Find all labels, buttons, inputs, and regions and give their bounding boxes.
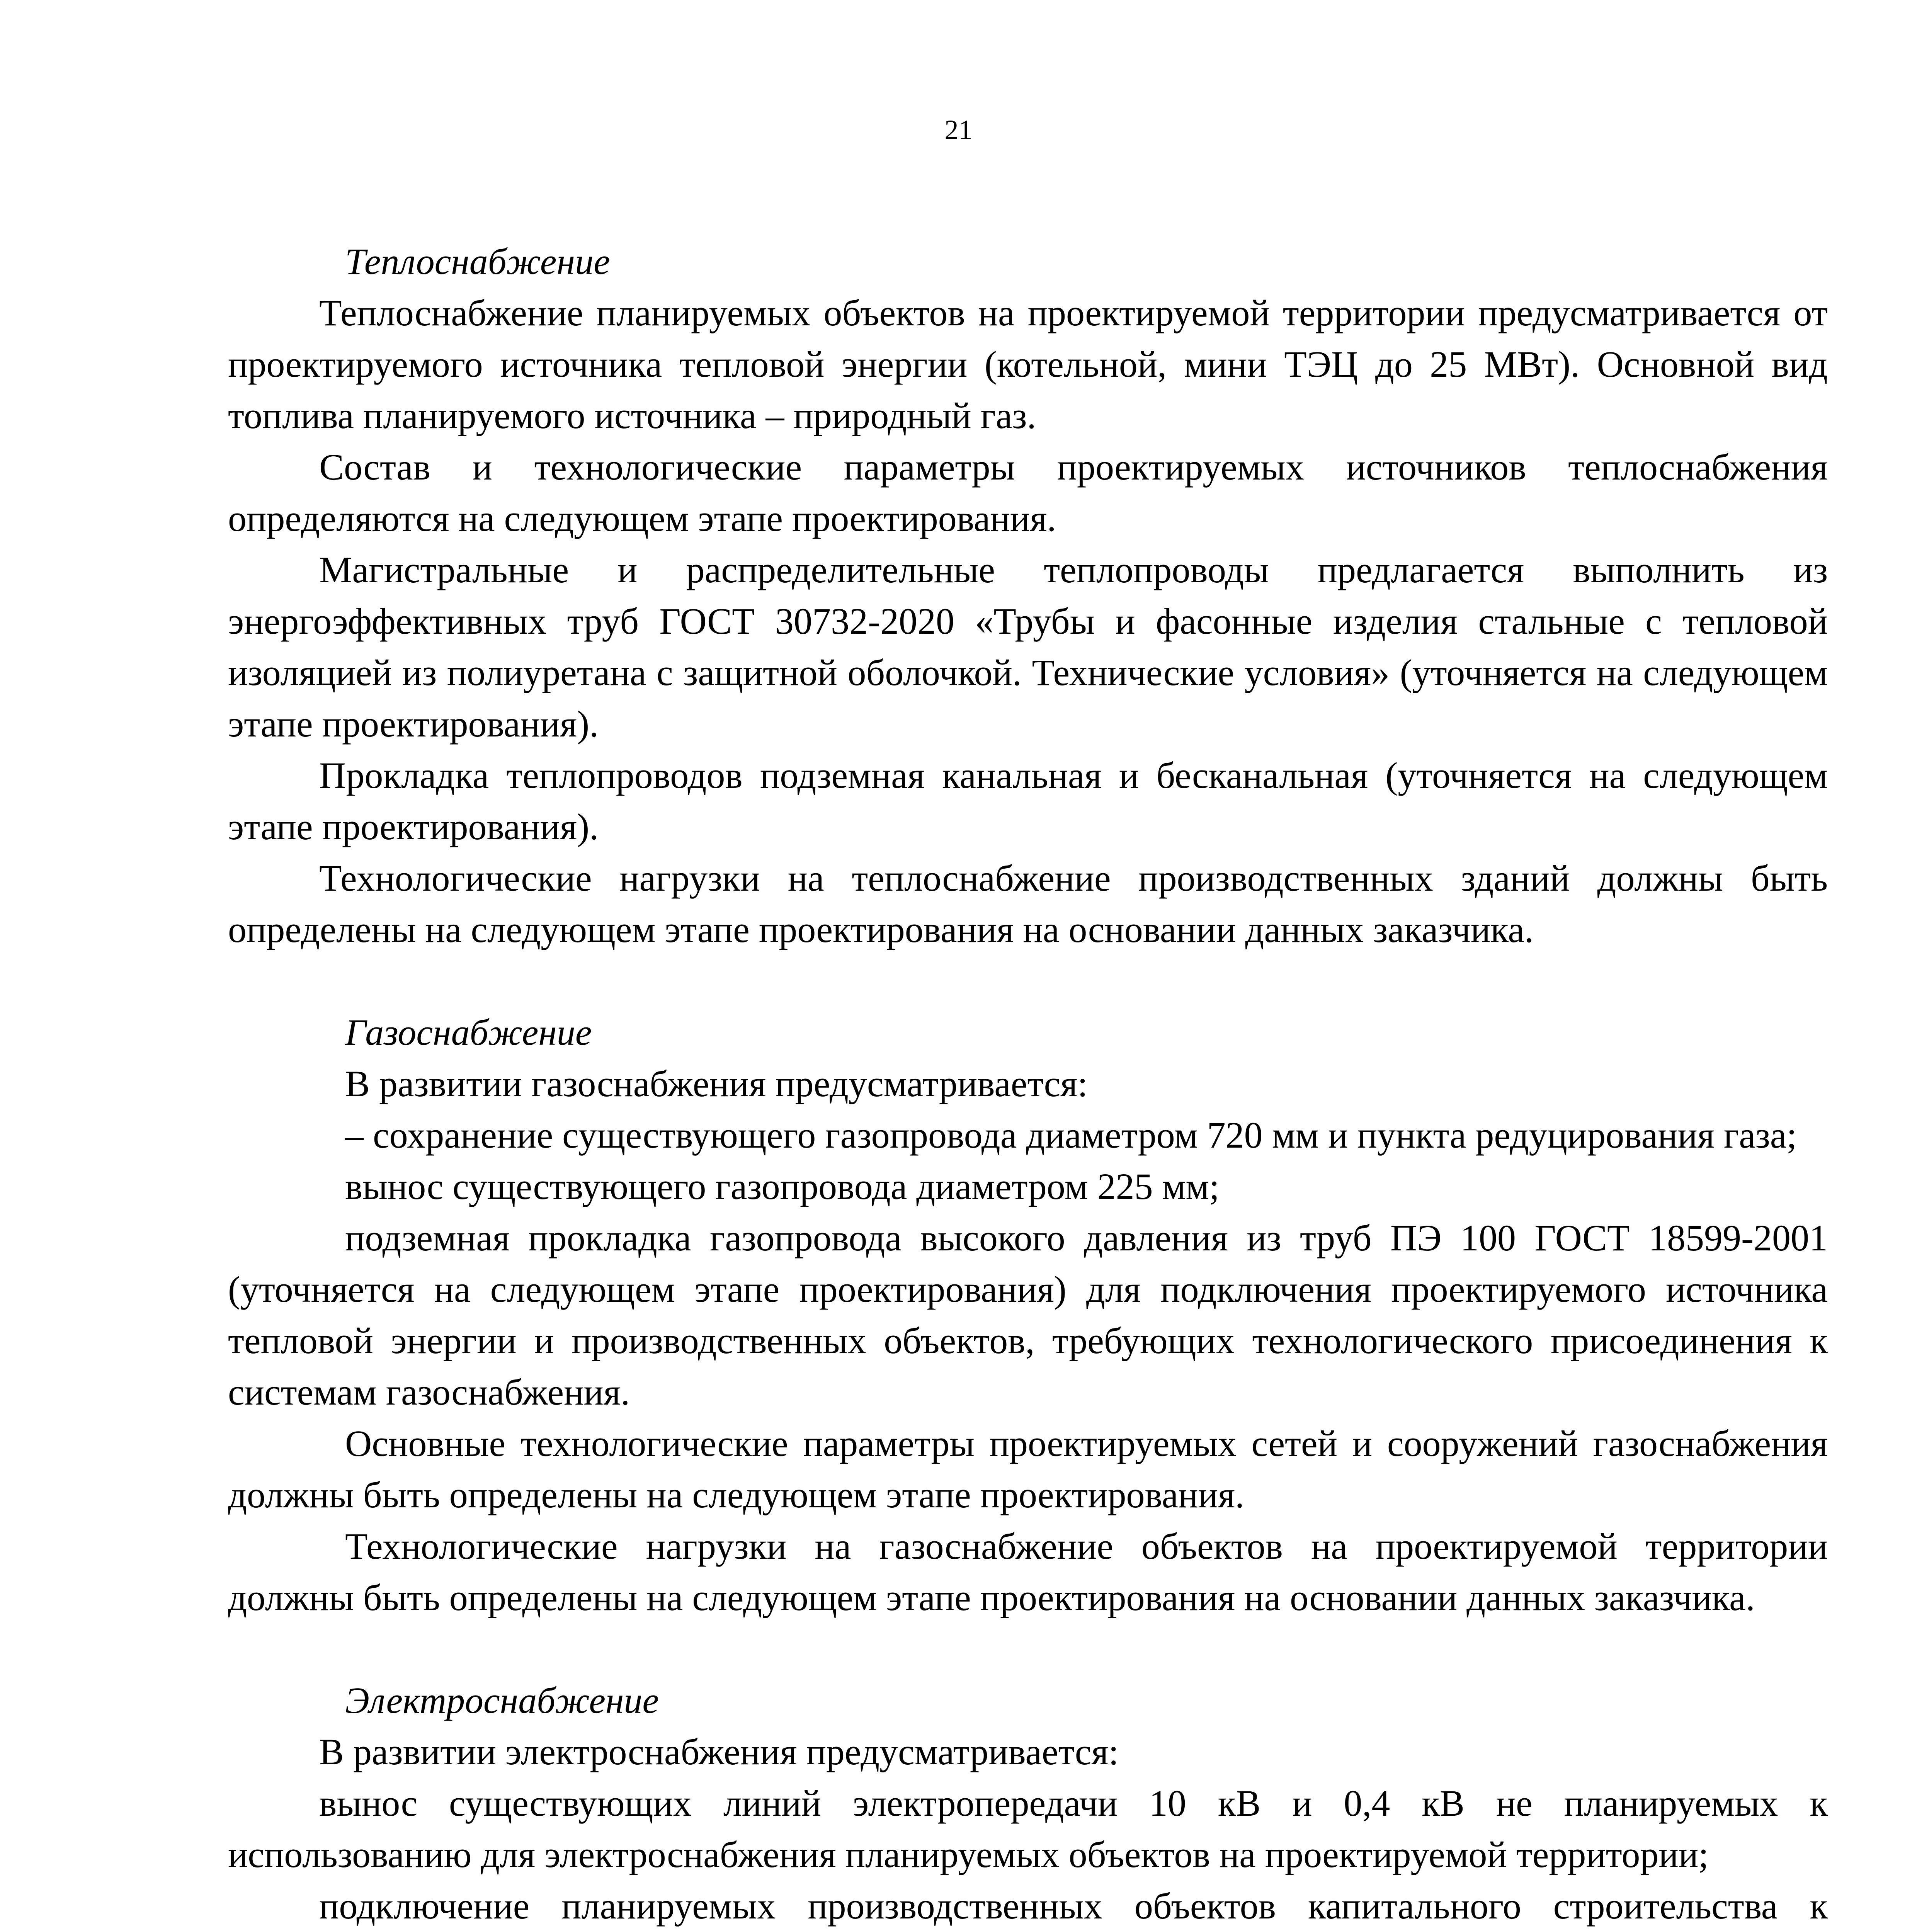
- paragraph: Основные технологические параметры проектируемых сетей и сооружений газоснабжения должны быть определены на следующем этапе проектирования.: [228, 1423, 1828, 1515]
- paragraph: Состав и технологические параметры проектируемых источников теплоснабжения определяются на следующем этапе проектирования.: [228, 446, 1828, 539]
- paragraph: Технологические нагрузки на теплоснабжение производственных зданий должны быть определены на следующем этапе проектирования на основании данных заказчика.: [228, 857, 1828, 950]
- list-item: подключение планируемых производственных объектов капитального строительства к: [319, 1885, 1828, 1927]
- section-heading: Газоснабжение: [345, 1012, 592, 1053]
- list-item: вынос существующих линий электропередачи 10 кВ и 0,4 кВ не планируемых к использованию для электроснабжения планируемых объектов на проектируемой территории;: [228, 1782, 1828, 1875]
- section-heat-supply: [228, 236, 1828, 955]
- section-heading: Электроснабжение: [345, 1680, 659, 1721]
- document-body: [228, 236, 1828, 1932]
- paragraph: В развитии электроснабжения предусматривается:: [319, 1731, 1119, 1772]
- list-item: – сохранение существующего газопровода диаметром 720 мм и пункта редуцирования газа;: [345, 1114, 1797, 1156]
- list-item: вынос существующего газопровода диаметром 225 мм;: [345, 1166, 1220, 1207]
- section-power-supply: [228, 1675, 1828, 1932]
- paragraph: Технологические нагрузки на газоснабжение объектов на проектируемой территории должны быть определены на следующем этапе проектирования на основании данных заказчика.: [228, 1526, 1828, 1618]
- list-item: подземная прокладка газопровода высокого давления из труб ПЭ 100 ГОСТ 18599-2001 (уточняется на следующем этапе проектирования) для подключения проектируемого источника тепловой энергии и производственных объектов, требующих технологического присоединения к системам газоснабжения.: [228, 1217, 1828, 1413]
- paragraph: В развитии газоснабжения предусматривается:: [345, 1063, 1088, 1104]
- section-heading: Теплоснабжение: [345, 241, 610, 282]
- section-gas-supply: [228, 1007, 1828, 1623]
- paragraph: Магистральные и распределительные теплопроводы предлагается выполнить из энергоэффективных труб ГОСТ 30732-2020 «Трубы и фасонные изделия стальные с тепловой изоляцией из полиуретана с защитной оболочкой. Технические условия» (уточняется на следующем этапе проектирования).: [228, 549, 1828, 745]
- paragraph: Прокладка теплопроводов подземная канальная и бесканальная (уточняется на следующем этапе проектирования).: [228, 755, 1828, 847]
- paragraph: Теплоснабжение планируемых объектов на проектируемой территории предусматривается от проектируемого источника тепловой энергии (котельной, мини ТЭЦ до 25 МВт). Основной вид топлива планируемого источника – природный газ.: [228, 292, 1828, 436]
- page-number: 21: [944, 114, 973, 145]
